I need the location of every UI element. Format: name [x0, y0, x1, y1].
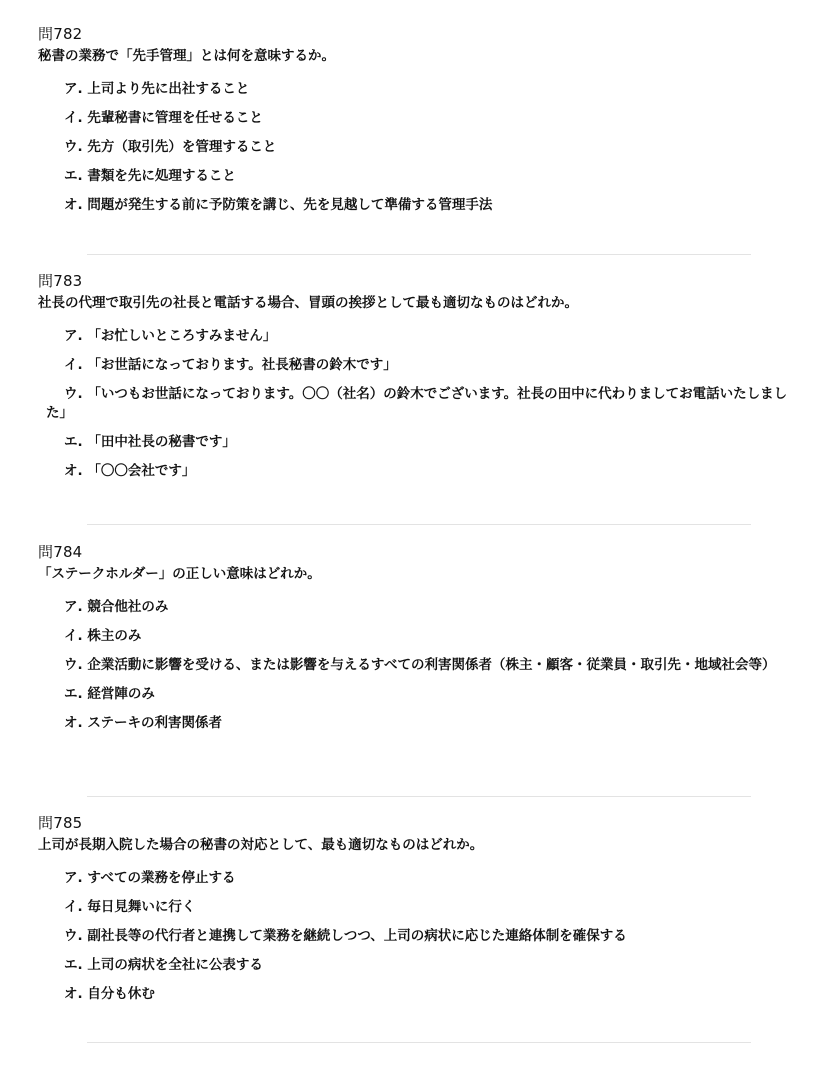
option-o: オ. 「〇〇会社です」 [64, 463, 196, 479]
option-a: ア. 「お忙しいところすみません」 [64, 328, 277, 344]
divider [87, 796, 751, 797]
option-i: イ. 毎日見舞いに行く [64, 899, 196, 915]
option-e: エ. 「田中社長の秘書です」 [64, 434, 236, 450]
question-783 [38, 271, 798, 491]
question-number: 問784 [38, 543, 83, 561]
option-list [38, 869, 798, 1004]
question-number: 問785 [38, 814, 83, 832]
option-u: ウ. 「いつもお世話になっております。〇〇（社名）の鈴木でございます。社長の田中に代わりましてお電話いたしました」 [46, 386, 788, 421]
option-i: イ. 株主のみ [64, 628, 142, 644]
option-list [38, 598, 798, 733]
option-o: オ. ステーキの利害関係者 [64, 715, 223, 731]
question-number: 問782 [38, 25, 83, 43]
option-e: エ. 経営陣のみ [64, 686, 155, 702]
option-i: イ. 「お世話になっております。社長秘書の鈴木です」 [64, 357, 397, 373]
option-u: ウ. 先方（取引先）を管理すること [64, 139, 277, 155]
option-e: エ. 書類を先に処理すること [64, 168, 236, 184]
option-a: ア. 上司より先に出社すること [64, 81, 250, 97]
option-a: ア. すべての業務を停止する [64, 870, 236, 886]
question-782 [38, 24, 798, 225]
divider [87, 1042, 751, 1043]
option-i: イ. 先輩秘書に管理を任せること [64, 110, 263, 126]
question-785 [38, 813, 798, 1014]
option-o: オ. 問題が発生する前に予防策を講じ、先を見越して準備する管理手法 [64, 197, 493, 213]
question-text: 「ステークホルダー」の正しい意味はどれか。 [38, 566, 321, 582]
question-number: 問783 [38, 272, 83, 290]
option-o: オ. 自分も休む [64, 986, 155, 1002]
question-text: 社長の代理で取引先の社長と電話する場合、冒頭の挨拶として最も適切なものはどれか。 [38, 295, 578, 311]
divider [87, 524, 751, 525]
option-list [38, 327, 798, 481]
divider [87, 254, 751, 255]
question-text: 上司が長期入院した場合の秘書の対応として、最も適切なものはどれか。 [38, 837, 484, 853]
question-text: 秘書の業務で「先手管理」とは何を意味するか。 [38, 48, 335, 64]
option-e: エ. 上司の病状を全社に公表する [64, 957, 263, 973]
option-u: ウ. 企業活動に影響を受ける、または影響を与えるすべての利害関係者（株主・顧客・従業員・取引先・地域社会等） [64, 657, 776, 673]
question-784 [38, 542, 798, 743]
option-a: ア. 競合他社のみ [64, 599, 169, 615]
option-list [38, 80, 798, 215]
option-u: ウ. 副社長等の代行者と連携して業務を継続しつつ、上司の病状に応じた連絡体制を確保する [64, 928, 627, 944]
